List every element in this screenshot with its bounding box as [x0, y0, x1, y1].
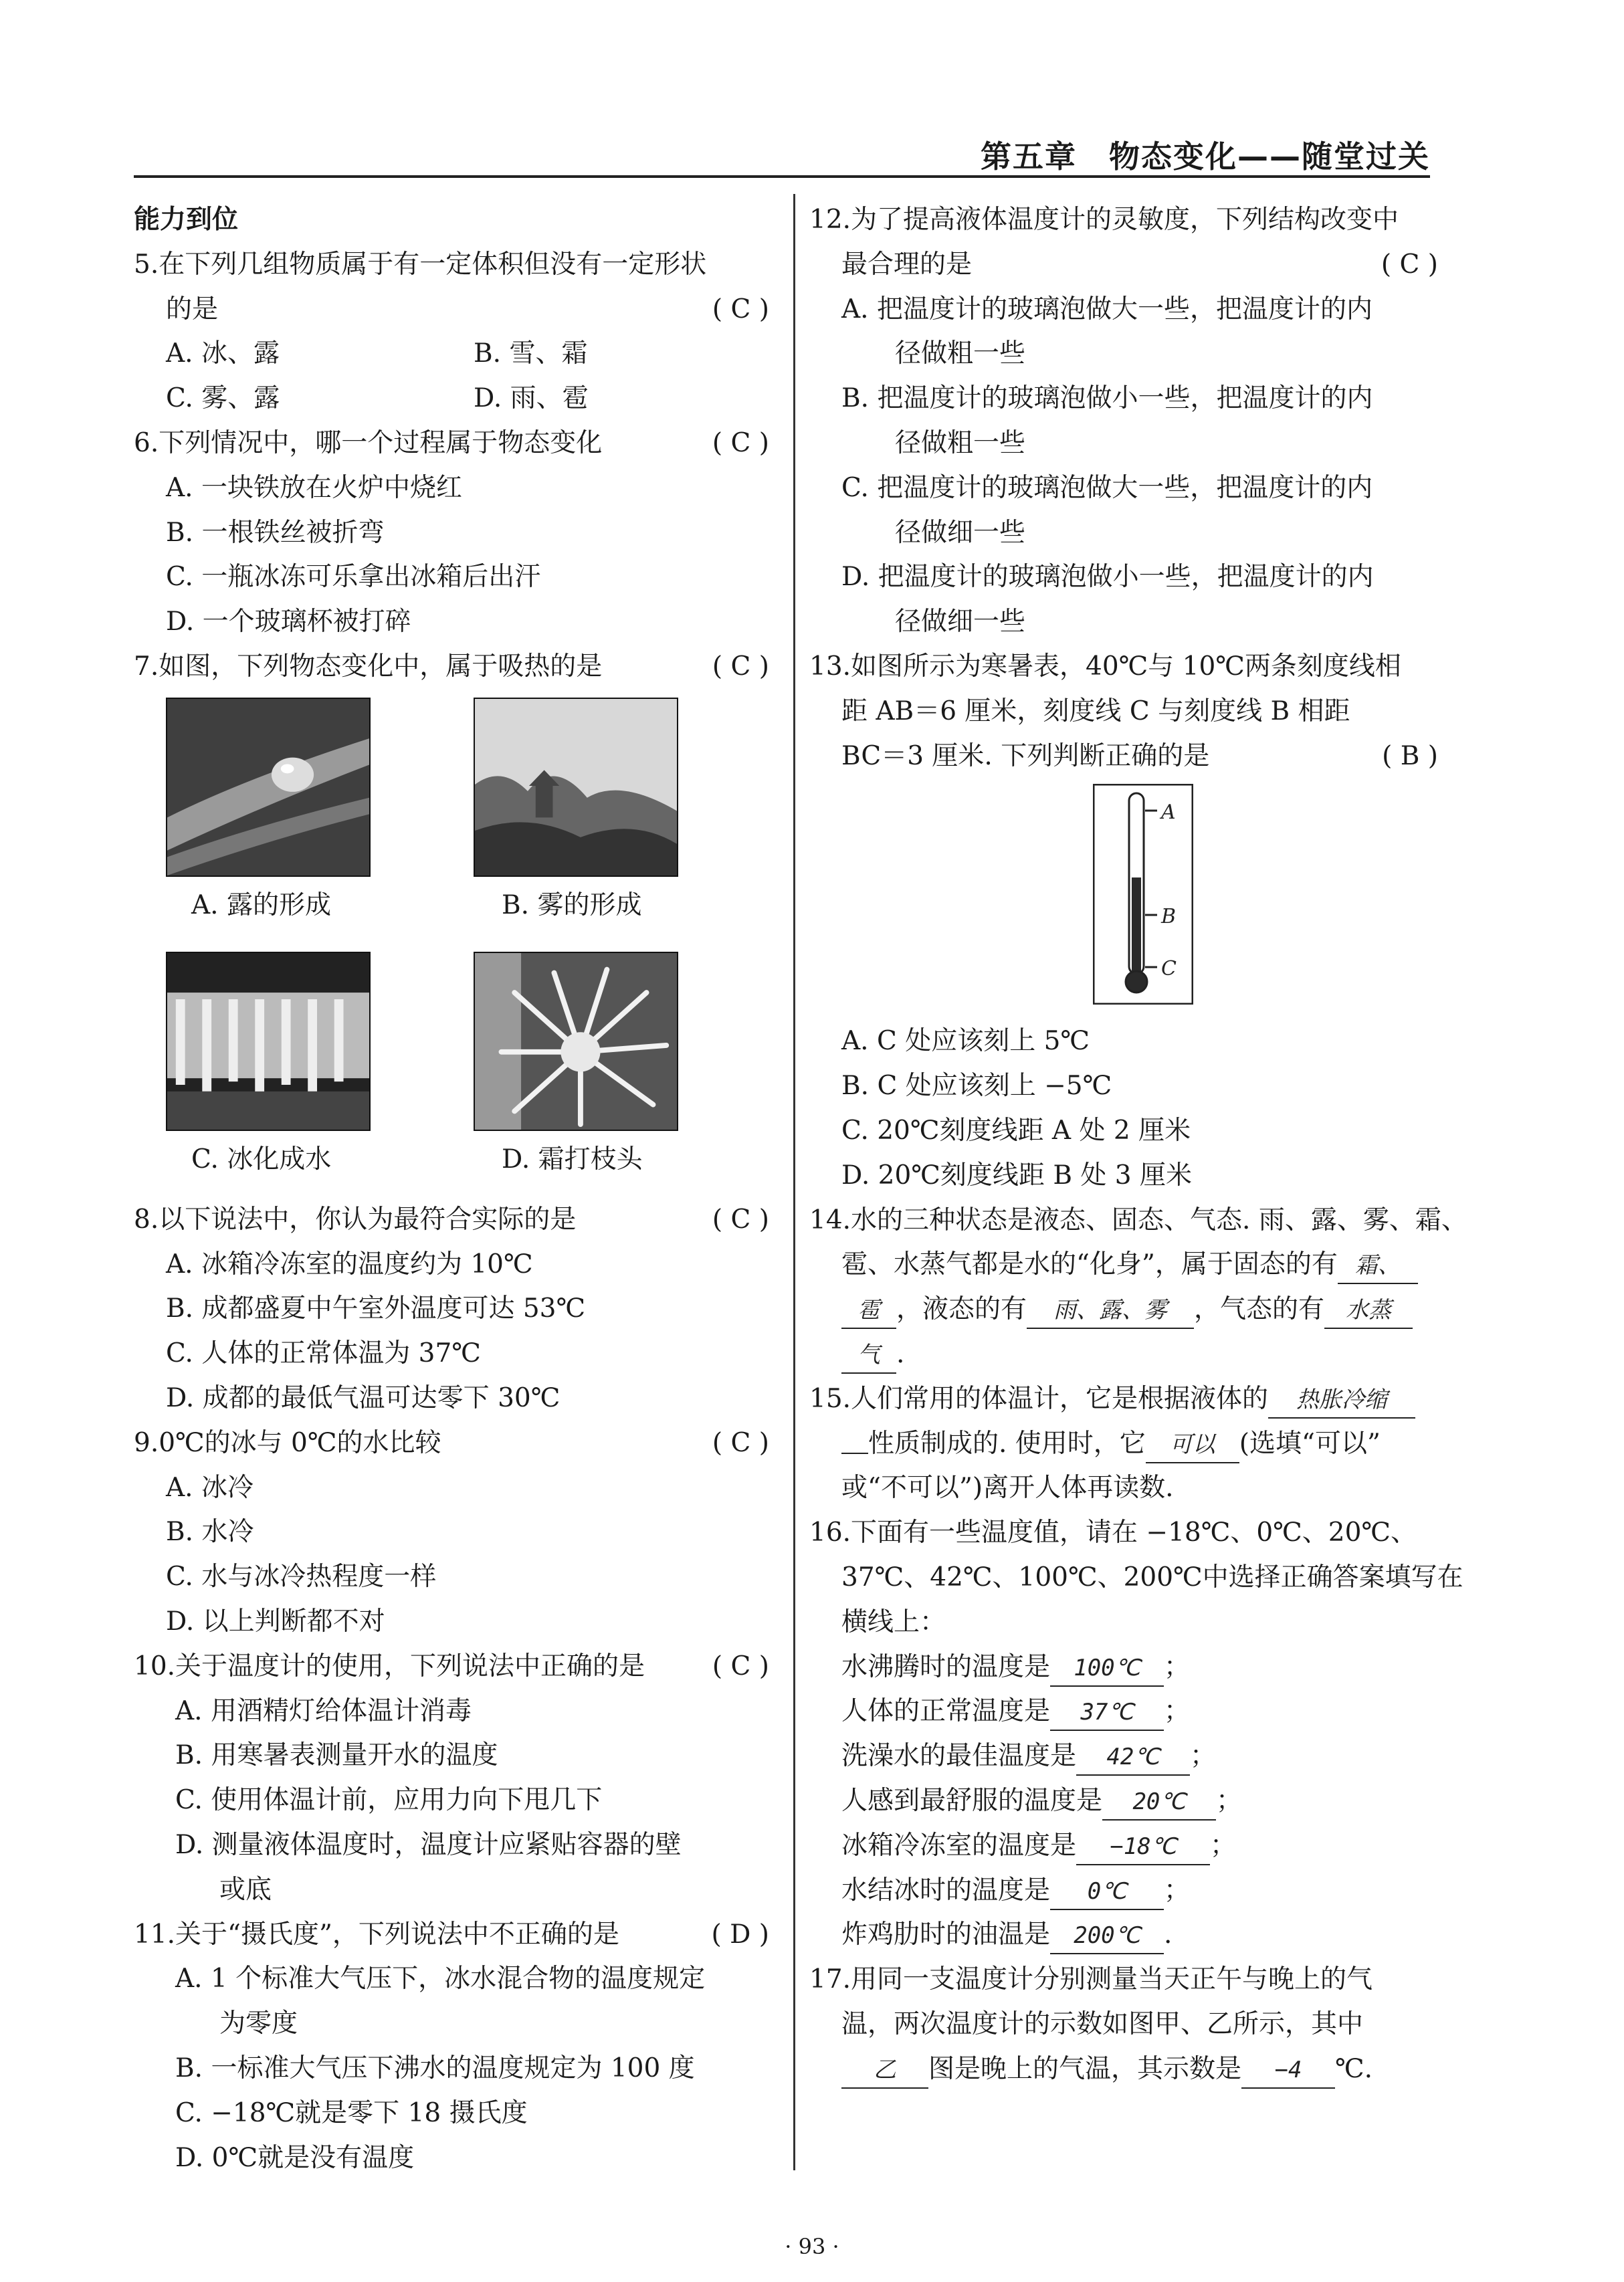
right-column [809, 198, 1467, 2091]
q5-options-cd [134, 377, 776, 421]
dew-photo [166, 698, 371, 877]
q6-option-b: B. 一根铁丝被折弯 [166, 517, 385, 548]
page-number: · 93 · [785, 2234, 839, 2259]
q10-option-b: B. 用寒暑表测量开水的温度 [175, 1740, 498, 1771]
q16-blank-body: 37℃ [1050, 1695, 1164, 1731]
q16-item: 冰箱冷冻室的温度是 −18℃ ； [809, 1824, 1445, 1869]
q17-blank-1: 乙 [841, 2053, 928, 2089]
thermo-label-c: C [1161, 957, 1177, 981]
q8-option-b: B. 成都盛夏中午室外温度可达 53℃ [166, 1293, 586, 1324]
section-title: 能力到位 [134, 205, 239, 235]
q15-stem-line3: 或“不可以”)离开人体再读数. [841, 1473, 1174, 1503]
q10-option-a: A. 用酒精灯给体温计消毒 [175, 1695, 472, 1726]
q11-option-a-line1: A. 1 个标准大气压下，冰水混合物的温度规定 [175, 1964, 706, 1994]
fog-photo [474, 698, 678, 877]
q13-stem-line3: BC＝3 厘米. 下列判断正确的是 ( B ) [809, 734, 1445, 779]
q12-answer: ( C ) [1381, 249, 1438, 280]
q17-stem-line3: 乙 图是晚上的气温，其示数是 −4 ℃. [809, 2047, 1445, 2092]
q9-option-c: C. 水与冰冷热程度一样 [166, 1562, 437, 1592]
q14-liquid-blank: 雨、露、雾 [1027, 1293, 1194, 1329]
q5-answer: ( C ) [712, 294, 769, 324]
q10-option-c: C. 使用体温计前，应用力向下甩几下 [175, 1785, 603, 1816]
q14-stem-line2: 雹、水蒸气都是水的“化身”，属于固态的有 霜、 [809, 1243, 1445, 1287]
q8-stem: 8.以下说法中，你认为最符合实际的是 ( C ) [134, 1198, 776, 1243]
q7-image-row-1 [134, 690, 776, 944]
q12-stem-line2: 最合理的是 ( C ) [809, 243, 1445, 288]
q15-blank-1: 热胀冷缩 [1268, 1382, 1415, 1419]
q9-option-d: D. 以上判断都不对 [166, 1606, 385, 1637]
q12-option-c-line2: 径做细一些 [895, 517, 1026, 548]
q14-gas-blank-1: 水蒸 [1324, 1293, 1413, 1329]
q7-caption-a: A. 露的形成 [191, 890, 331, 920]
frost-photo [474, 952, 678, 1131]
header-rule [134, 175, 1430, 178]
left-column [134, 198, 776, 2180]
q11-option-b: B. 一标准大气压下沸水的温度规定为 100 度 [175, 2053, 695, 2083]
q16-blank-freezing: 0℃ [1050, 1874, 1164, 1910]
q15-blank-2: 可以 [1146, 1427, 1239, 1463]
q12-option-a-line2: 径做粗一些 [895, 338, 1026, 369]
thermo-label-b: B [1161, 905, 1177, 929]
q7-stem: 7.如图，下列物态变化中，属于吸热的是 ( C ) [134, 645, 776, 690]
q11-answer: ( D ) [711, 1919, 769, 1950]
q7-caption-d: D. 霜打枝头 [502, 1144, 643, 1174]
q16-blank-comfort: 20℃ [1102, 1784, 1216, 1821]
q5-stem-line1: 5.在下列几组物质属于有一定体积但没有一定形状 [134, 249, 707, 280]
q9-stem: 9.0℃的冰与 0℃的水比较 ( C ) [134, 1421, 776, 1466]
q14-stem-line3: 雹 ，液态的有 雨、露、雾 ，气态的有 水蒸 [809, 1287, 1445, 1332]
q10-answer: ( C ) [712, 1651, 769, 1681]
q10-option-d-line1: D. 测量液体温度时，温度计应紧贴容器的壁 [175, 1829, 682, 1860]
q13-option-c: C. 20℃刻度线距 A 处 2 厘米 [841, 1115, 1191, 1146]
q16-item: 水沸腾时的温度是 100℃ ； [809, 1645, 1445, 1690]
thermometer-svg [1093, 784, 1193, 1005]
q11-option-c: C. −18℃就是零下 18 摄氏度 [175, 2097, 528, 2128]
q9-option-a: A. 冰冷 [166, 1472, 253, 1503]
q6-option-d: D. 一个玻璃杯被打碎 [166, 607, 411, 637]
q17-stem-line1: 17.用同一支温度计分别测量当天正午与晚上的气 [809, 1964, 1373, 1995]
q12-option-d-line1: D. 把温度计的玻璃泡做小一些，把温度计的内 [841, 562, 1374, 593]
q16-stem-line1: 16.下面有一些温度值，请在 −18℃、0℃、20℃、 [809, 1518, 1417, 1548]
q17-blank-2: −4 [1241, 2053, 1335, 2089]
q16-blank-boiling: 100℃ [1050, 1651, 1164, 1687]
q16-blank-freezer: −18℃ [1076, 1829, 1210, 1865]
q12-option-b-line2: 径做粗一些 [895, 427, 1026, 458]
q17-stem-line2: 温，两次温度计的示数如图甲、乙所示，其中 [841, 2008, 1364, 2039]
q13-stem-line1: 13.如图所示为寒暑表，40℃与 10℃两条刻度线相 [809, 651, 1401, 682]
q8-option-d: D. 成都的最低气温可达零下 30℃ [166, 1382, 561, 1413]
q13-stem-line2: 距 AB＝6 厘米，刻度线 C 与刻度线 B 相距 [841, 696, 1350, 726]
q5-option-d: D. 雨、雹 [474, 383, 589, 414]
q8-option-a: A. 冰箱冷冻室的温度约为 10℃ [166, 1249, 533, 1279]
q13-option-b: B. C 处应该刻上 −5℃ [841, 1071, 1112, 1102]
q13-option-d: D. 20℃刻度线距 B 处 3 厘米 [841, 1160, 1192, 1190]
q12-stem-line1: 12.为了提高液体温度计的灵敏度，下列结构改变中 [809, 205, 1399, 235]
q11-stem: 11.关于“摄氏度”，下列说法中不正确的是 ( D ) [134, 1913, 776, 1958]
q12-option-c-line1: C. 把温度计的玻璃泡做大一些，把温度计的内 [841, 472, 1373, 503]
q5-option-a: A. 冰、露 [166, 338, 280, 369]
q12-option-a-line1: A. 把温度计的玻璃泡做大一些，把温度计的内 [841, 294, 1373, 324]
q9-answer: ( C ) [712, 1427, 769, 1458]
q14-stem-line1: 14.水的三种状态是液态、固态、气态. 雨、露、雾、霜、 [809, 1205, 1467, 1235]
q14-solid-blank-2: 雹 [841, 1293, 896, 1329]
q5-options-ab [134, 332, 776, 377]
q12-option-d-line2: 径做细一些 [895, 607, 1026, 637]
q16-blank-oil: 200℃ [1050, 1918, 1164, 1954]
ice-melting-photo [166, 952, 371, 1131]
q11-option-a-line2: 为零度 [219, 2008, 298, 2039]
q14-solid-blank-1: 霜、 [1338, 1248, 1418, 1284]
q7-caption-b: B. 雾的形成 [502, 890, 642, 920]
q16-stem-line2: 37℃、42℃、100℃、200℃中选择正确答案填写在 [841, 1562, 1463, 1592]
q14-stem-line4: 气 . [809, 1332, 1445, 1377]
q10-stem: 10.关于温度计的使用，下列说法中正确的是 ( C ) [134, 1645, 776, 1689]
q13-answer: ( B ) [1382, 740, 1438, 771]
q5-option-b: B. 雪、霜 [474, 338, 588, 369]
q12-option-b-line1: B. 把温度计的玻璃泡做小一些，把温度计的内 [841, 383, 1373, 414]
thermometer-figure [809, 779, 1445, 1019]
q16-item: 洗澡水的最佳温度是 42℃ ； [809, 1734, 1445, 1779]
q6-option-a: A. 一块铁放在火炉中烧红 [166, 472, 462, 503]
q16-item: 炸鸡肋时的油温是 200℃ . [809, 1913, 1445, 1958]
q11-option-d: D. 0℃就是没有温度 [175, 2142, 415, 2173]
q6-option-c: C. 一瓶冰冻可乐拿出冰箱后出汗 [166, 562, 541, 593]
q16-blank-bath: 42℃ [1076, 1740, 1190, 1776]
q15-stem-line2: 性质制成的. 使用时，它 可以 (选填“可以” [809, 1422, 1445, 1467]
q16-item: 人感到最舒服的温度是 20℃ ； [809, 1779, 1445, 1824]
thermo-label-a: A [1161, 801, 1176, 825]
q14-gas-blank-2: 气 [841, 1338, 896, 1374]
q9-option-b: B. 水冷 [166, 1517, 254, 1548]
q7-image-row-2 [134, 944, 776, 1198]
q15-blank-1-tail [841, 1422, 868, 1454]
q5-option-c: C. 雾、露 [166, 383, 280, 414]
q10-option-d-line2: 或底 [219, 1874, 272, 1905]
q8-option-c: C. 人体的正常体温为 37℃ [166, 1338, 481, 1369]
q16-stem-line3: 横线上： [841, 1606, 946, 1637]
q6-stem: 6.下列情况中，哪一个过程属于物态变化 ( C ) [134, 421, 776, 466]
q16-item: 水结冰时的温度是 0℃ ； [809, 1869, 1445, 1913]
q15-stem-line1: 15.人们常用的体温计，它是根据液体的 热胀冷缩 [809, 1377, 1445, 1422]
chapter-header: 第五章 物态变化——随堂过关 [981, 138, 1430, 175]
q7-answer: ( C ) [712, 651, 769, 682]
q5-stem-line2: 的是 ( C ) [134, 288, 776, 332]
column-divider [793, 194, 795, 2170]
q6-answer: ( C ) [712, 427, 769, 458]
q16-item: 人体的正常温度是 37℃ ； [809, 1689, 1445, 1734]
q13-option-a: A. C 处应该刻上 5℃ [841, 1026, 1090, 1057]
q8-answer: ( C ) [712, 1204, 769, 1235]
q7-caption-c: C. 冰化成水 [191, 1144, 332, 1174]
